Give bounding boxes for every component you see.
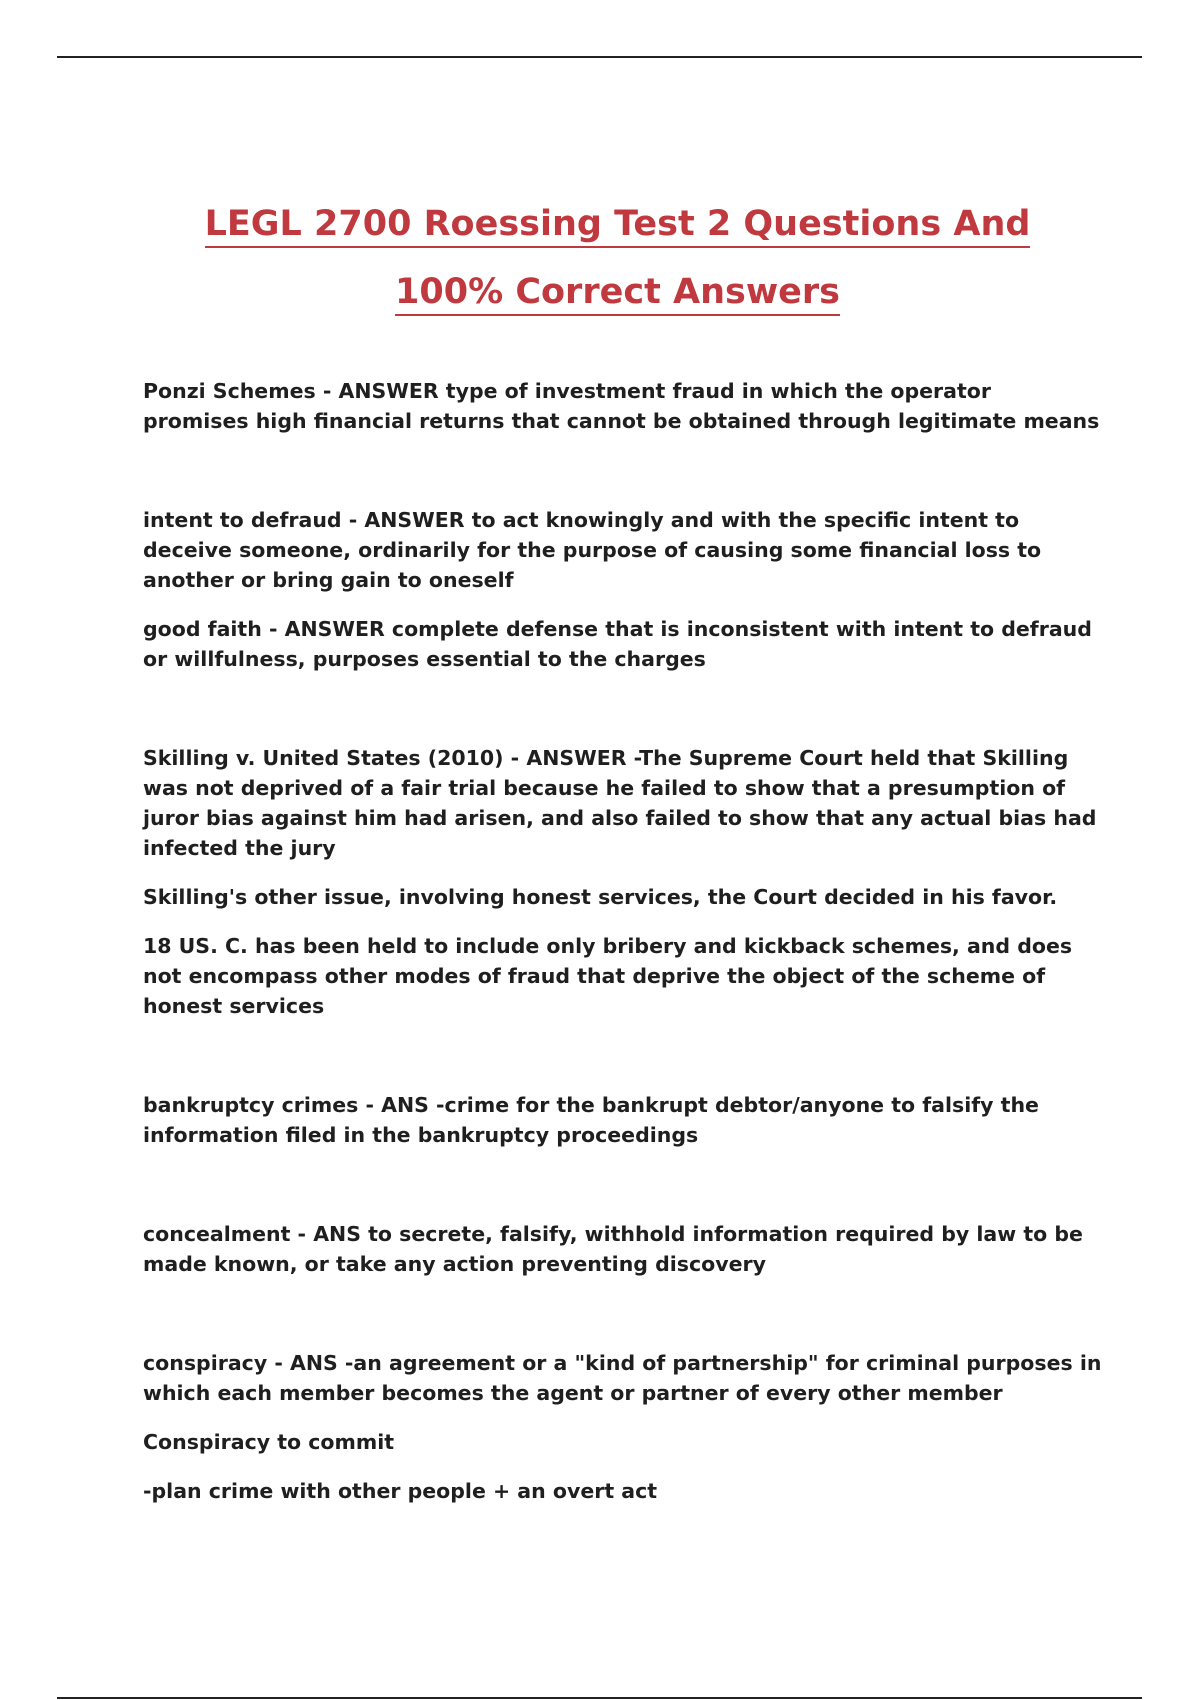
qa-entry-skilling	[143, 743, 1103, 863]
qa-entry-ponzi	[143, 376, 1103, 436]
skilling-other-issue	[143, 882, 1103, 912]
qa-entry-good-faith	[143, 614, 1103, 674]
entry-term: concealment	[143, 1222, 291, 1246]
qa-entry-conspiracy	[143, 1348, 1103, 1408]
entry-text: Conspiracy to commit	[143, 1430, 395, 1454]
entry-term: intent to defraud	[143, 508, 342, 532]
entry-term: Skilling v. United States (2010)	[143, 746, 504, 770]
entry-term: good faith	[143, 617, 262, 641]
footer-rule	[57, 1697, 1142, 1699]
entry-text: 18 US. C. has been held to include only bribery and kickback schemes, and does not encompass other modes of fraud that deprive the object of the scheme of honest services	[143, 934, 1073, 1018]
entry-term: Ponzi Schemes	[143, 379, 316, 403]
qa-entry-concealment	[143, 1219, 1103, 1279]
entry-answer: - ANS -an agreement or a "kind of partnership" for criminal purposes in which each member becomes the agent or partner of every other member	[143, 1351, 1102, 1405]
entry-text: Skilling's other issue, involving honest services, the Court decided in his favor.	[143, 885, 1058, 909]
header-rule	[57, 56, 1142, 58]
entry-answer: - ANSWER type of investment fraud in which the operator promises high financial returns that cannot be obtained through legitimate means	[143, 379, 1100, 433]
entry-term: bankruptcy crimes	[143, 1093, 359, 1117]
conspiracy-definition	[143, 1476, 1103, 1506]
usc-note	[143, 931, 1103, 1021]
title-line-2: 100% Correct Answers	[395, 270, 840, 316]
entry-answer: - ANSWER to act knowingly and with the specific intent to deceive someone, ordinarily for the purpose of causing some financial loss to another or bring gain to oneself	[143, 508, 1042, 592]
qa-entry-intent-to-defraud	[143, 505, 1103, 595]
document-title	[0, 195, 1200, 331]
entry-text: -plan crime with other people + an overt act	[143, 1479, 658, 1503]
title-line-1: LEGL 2700 Roessing Test 2 Questions And	[205, 202, 1031, 248]
qa-list	[143, 376, 1103, 1506]
entry-answer: - ANSWER complete defense that is inconsistent with intent to defraud or willfulness, purposes essential to the charges	[143, 617, 1092, 671]
qa-entry-bankruptcy-crimes	[143, 1090, 1103, 1150]
entry-answer: - ANSWER -The Supreme Court held that Skilling was not deprived of a fair trial because he failed to show that a presumption of juror bias against him had arisen, and also failed to show that any actual bias had infected the jury	[143, 746, 1097, 860]
entry-term: conspiracy	[143, 1351, 268, 1375]
entry-answer: - ANS to secrete, falsify, withhold information required by law to be made known, or take any action preventing discovery	[143, 1222, 1083, 1276]
conspiracy-to-commit	[143, 1427, 1103, 1457]
entry-answer: - ANS -crime for the bankrupt debtor/anyone to falsify the information filed in the bankruptcy proceedings	[143, 1093, 1039, 1147]
